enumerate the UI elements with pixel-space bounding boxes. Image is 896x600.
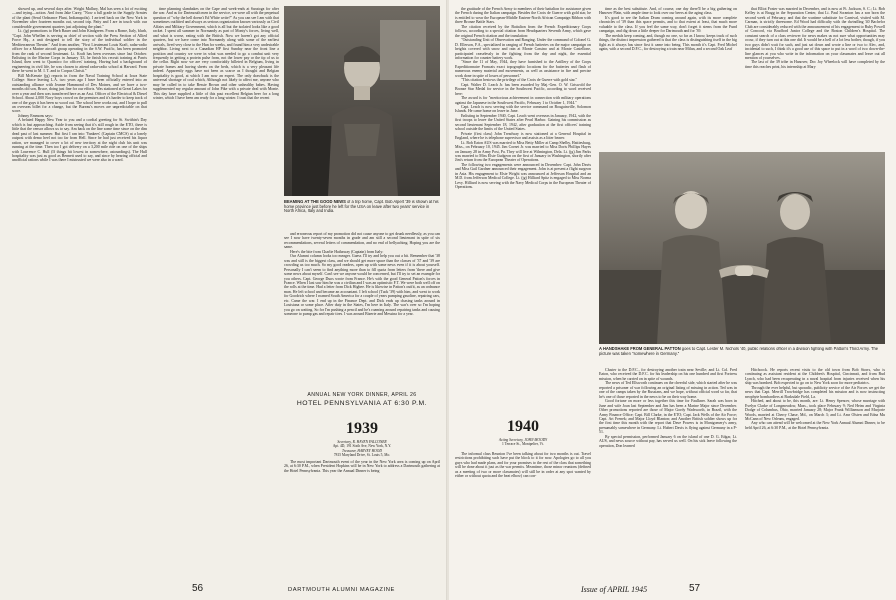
treasurer-address: 7815 Maryland Drive, St. Louis 5, Mo. xyxy=(333,452,391,457)
caption-lead: BEAMING AT THE GOOD NEWS xyxy=(284,200,346,204)
paragraph: The most important Dartmouth event of the year in the New York area is coming up on April 26, at 6:30 P.M., when President Hopkins will be in New York to address a Dartmouth gathering at the Hotel Pennsylvania. This year the Annual Dinner is being xyxy=(284,460,440,473)
secretary-line: Secretary, R. HAVEN FALCONER xyxy=(337,440,387,444)
right-page-number: 57 xyxy=(689,583,701,594)
acting-secretary-address: 1 Terrace St., Montpelier, Vt. xyxy=(502,442,544,447)
handshake-photo xyxy=(599,152,885,344)
paragraph: The citation received by the Battalion from the French Expeditionary Corps follows, according to a special citation from Headquarters Seventh Army, which gave the original French citation and the translation: xyxy=(455,24,591,38)
paragraph: "Since the 11 of May, 1944, they have furnished to the Artillery of the Corps Expeditionnaire Francais exact topographic locations for the batteries and flash of numerous enemy material and movements, as well as assistance in fire and precise work done in spite of losses of personnel." xyxy=(455,60,591,78)
acting-secretary-line: Acting Secretary, JOHN MOODY xyxy=(498,438,548,442)
secretary-address: Apt. 4D, 191 Sixth Ave, New York, N.Y. xyxy=(332,444,392,449)
paragraph: Through the ever helpful, but sporadic, publicity service of the Air Forces we get the news that Capt. Merrill Trowbridge has completed his mission and is now instructing neophyte bombardiers at Barksdale Field, La. xyxy=(745,385,885,399)
paragraph: The informal class Reunion I've been talking about for two months is out. Travel restrictions prohibiting such have put the block to it for now. Apologies go to all you guys who had made plans, and for your promises to the rest of the class that something will be done about it just as the war permits. Meantime, those minor reunions (defined as a meeting of two or more classmates) will still be in order at any spot wanted by either or without quota and the beat elbow) can con- xyxy=(455,452,591,479)
paragraph: Enlisting in September 1940, Capt. Leach went overseas in January, 1942, with the first troops to leave the United States after Pearl Harbor. Gaining his commission as second lieutenant September 18, 1942, after graduation at the first officers' training school outside the limits of the United States. xyxy=(455,113,591,132)
dinner-line-2: HOTEL PENNSYLVANIA AT 6:30 P.M. xyxy=(296,400,428,407)
paragraph: time planning slambakes on the Cape and week-ends at Saratoga for after the war. And as for Dartmouth men in the service, we were all with the perpetual question of "why the hell doesn't Ed White write?" As you can see I am with that sometimes outfitted and always as serious organization known variously as Civil Affairs and Military Government, which is all but the isolated looks like a good racket. I spent all summer in Normandy as part of Monty's forces, living well, and what is worse, eating with the British. Now we haven't got any official quarters, but we have come into Normandy along with some of the earliest arrivals, lived very close to the Hun for weeks, and found him a very undesirable neighbor. Living next to a Canadian HP first Sunday near the front line a position and country we were in what was needed to go a combat unit very frequently in getting a protein pulse from, not the lower pay or the tip of us to the cellar. Right now we are very comfortably billeted in Belgium, living in private homes and having sheets on the beds, which is a very pleasant life indeed. Apparently eggs have not been as scarce as I thought and Belgian hospitality is good, at which I am now an expert. The only drawback is the universal shortage of coal which, Although not likely to affect me, anyone who may be called in to take Bessie Brown and other unhealthy babes. Having supplemented my regular amount of John Pike with a private deal with Monte. This day have supplied a little of this past excellent Belgian beer for a long winter, which I have been am ready for a long winter. I trust that the recent xyxy=(153,7,279,101)
photo-patton-handshake xyxy=(599,152,885,344)
class-year-1939: 1939 xyxy=(346,420,378,437)
paragraph: By special permission, performed January 6 on the island of one D. G. Edgar, Lt. AUS, and news source without pay, has served us well. On his sick leave following the operation, Don learned xyxy=(599,434,737,448)
photo-caption-left xyxy=(284,200,440,228)
paragraph: It's good to see the Italian Drum coming around again, with its more complete chronicles of '39 than this space permits, and to that extent at least, that much more valuable to the class. If you feel the same way, don't forget it stems from the Fund campaign, and dig down a little deeper for Dartmouth and for '39. xyxy=(599,15,737,34)
paragraph: A belated Happy New Year to you and a cordial greeting for St. Swithin's Day which is fast approaching. Aside from seeing that it's still rough in the ETO, there is little that the censor allows us to say. Am back on the line some time since on the dim dead past of last summer. But first I ran into 'Yankees' (Captain CMCS) at a lonely outpost with demo heel not too far from Hell. Since he had just received his liquor ration, we managed to cover a lot of new territory at the night club his unit was running at the time. Then too I got delivery on a 3,200 mile ride on one of the ships with Lawrence C. Hull (If things hit lowest in somewhere, astoundings). The Hull hospitality was just as good as Bennett used to say, and since by hearing official and unofficial rations while I was there I mistrusted we were also in a ward. xyxy=(12,118,147,163)
paragraph: that Elliot Foster was married in December, and is now at Ft. Jackson, S. C.; Lt. Bob Kelley is at Bragg in the Separation Center, that Lt. Paul Scranton has a son born the second week of February, and that the wartime substitute for Carnival, visited with M. Carman, is strictly threesome. Ed Wood had difficulty with the dwindling '40 Bachelor Club are considerably reduced with the announcement of his engagement to Ruby Powell of Concord, via Bradford Junior College and the Boston Children's Hospital. The constant search of a class reviewer for news makes us not sure what opportunities may occur, if they turn out at this one did. It would be a hell of a lot less bother, though, if you two guys didn't wait for such, and just sat down and wrote a line or two to Alec, and, incidental to such, I think it's a good use of this space to put in a word of two down-the-line glances at you who write in the information on your classmates and leave out all mention of yourselves. xyxy=(745,7,885,60)
paragraph: Lt. (jg) promotions to Herb Bauer and John Kindgreen. From a Rome, Italy, blurb, "Capt. John Whellen is serving as chief of section with the Press Section of Allied Force Hq., a unit designed to tell the story of the individual soldier in the Mediterranean Theater." And from another, "First Lieutenant Louis Kraft, radar-radio officer for a Marine aircraft group operating in the S.W. Pacific, has been promoted from the rank of second lieutenant. Lt. Kraft has been overseas since last October. Enlisting in the Marine Corps in January '43, he finish his recruit training at Parris Island, then went to Quantico for officers' training. Having had a background of engineering in civil life, he was chosen to attend radar-radio school at Harvard. From there he went to M. I. T. and to Corpus Christi." xyxy=(12,29,147,74)
issue-date: Issue of APRIL 1945 xyxy=(581,585,648,594)
right-column-2 xyxy=(599,7,737,149)
class-officers-1940 xyxy=(455,438,591,447)
paragraph: Hitchcock. He reports recent visits to the old town from Bob Storrs, who is continuing as assistant resident at the Children's Hospital, Cincinnati, and from Bud Lynch, who had been recuperating in a naval hospital from injuries received when his ship was bombed. Bob expected to go on to New York soon for more pediatrics. xyxy=(745,368,885,386)
paragraph: Hitched, and about to be, this month, are: Lt. Henry Spencer, whose marriage with Evelyn Clarke of Longmeadow, Mass., took place February 9; Ned Heim and Virginia Dodge of Columbus, Ohio, married January 28; Major Frank Williamson and Marjorie Woods, married at Cherry Chase, Md., on March 3; and Lt. Amr Olsten and Edna Mu McCann of New Orleans, engaged. xyxy=(745,399,885,421)
dinner-line-1: ANNUAL NEW YORK DINNER, APRIL 26 xyxy=(307,392,417,398)
paragraph: Our Alumni column looks too meager. Guess I'll try and help you out a bit. Remember that '38 was and still is the biggest class, and we should get more space than the classes of '37 and '39 are crowding us too much. So my good readers, open up with some news even if it is about yourself. Personally I can't seem to find anything more than to fill quota from letters from 'there and give some news about myself. Can't see we anyone would be concerned, but I'll try to set an example for you others. Capt. George Duos wrote from France. He's with the good General Patton's forces in France. When I last saw him he was a civilian and I was an optimistic F.T. We were both well off on the rolls at the time. Had a letter from Dick Higbee. He is likewise in Patton's outfit, as an ordnance man. He left school and became an accountant. I left school (Tuck '39) with him, and went to work for Goodrich where I roamed South America for a couple of years pumping gasoline, repairing cars, etc. Came the war. I end up in the Finance Dept. and Dick ends up chasing tanks around in Louisiana or some place. After duty in the States, I'm here in Italy. The war's over so I'm hoping you go on waiting. So for I'm pushing a pencil and he's roaming around repairing tanks and causing someone to pump gas and repair tires. I was around Bizerte and Messina for a year. xyxy=(284,254,440,317)
paragraph: Any who can attend will be welcomed at the New York Annual Alumni Dinner, to be held April 26, at 6:30 P.M., at the Hotel Pennsylvania. xyxy=(745,421,885,430)
paragraph: Here's the bite from Charlie Hathaway (Captain) from Italy: xyxy=(290,249,384,254)
left-column-1 xyxy=(12,7,147,562)
paragraph: The last of the 39 tribe in Hanover, Doc Joy Wheelock will have completed by the time this reaches print, his internship at Mary xyxy=(745,60,885,69)
class-year-1940: 1940 xyxy=(507,418,539,435)
left-column-3 xyxy=(284,232,440,382)
paragraph: time as the best substitute. And, of course, one day there'll be a big gathering on Hanover Plain, with ample time to look over our beers at the aging class. xyxy=(599,7,737,16)
paragraph: Good fortune on more or less together this time for Faulkner. Sarah was born in June and wife Joan last September and Jim has been a Marine Major since December. Other promotions reported are those of Major Gordy Wadsworth, in Brazil, with the Army Finance Office; Capt. Bill Clarke, in the ETO; Capt. Jack Wells of the Air Force; Capt. Art Frenek; and Major Lloyd Blanton; and Another British soldier shows up for the first time this month with the report that Dave Powers is in Montgomery's army, presumably somewhere in Germany. Lt. Hubert Davis is flying against Germany in a P-51. xyxy=(599,399,737,435)
right-page xyxy=(449,0,896,600)
left-page-number: 56 xyxy=(192,583,204,594)
paragraph: The news of Ted Ellsworth continues on the cheerful side, which started after he was reported a prisoner of war following an original listing of missing in action. Ted was in one of the camps taken by the Russians, and we hope, without official word so far, that he's one of those reported in the news to be on their way home. xyxy=(599,381,737,399)
caption-text: goes to Capt. Lester M. Nichols '40, public relations officer in a division fighting with Patton's Third Army. The picture was taken "somewhere in Germany." xyxy=(599,347,879,356)
treasurer-line: Treasurer, HARVEY HOOD xyxy=(342,448,382,453)
paragraph: and erroneous report of my promotion did not cause anyone to get drunk needlessly, as you can see I now have twenty-seven months in grade and am still a second lieutenant in spite of six recommendations, several letters of commendation, and no end of bellyaching. Hoping you are the same. xyxy=(284,232,440,250)
paragraph: Capt. Leach is now serving with the service command on Bougainville, Solomon Islands. He came home on leave in June. xyxy=(455,104,591,114)
paragraph: the gratitude of the French Army to members of their battalion for assistance given the French during the Italian campaign. Besides the Croix de Guerre with gold star, he is entitled to wear the European-Middle Eastern-North African Campaign Ribbon with three Bronze Battle Stars. xyxy=(455,7,591,25)
paragraph: showed up, and several days after. Wright Mallary, Mal has seen a lot of exciting—and trying—action. And from Jake Carey, "Now a full grade in the Supply Armies of the plant (Seral Ordnance Plant, Indianapolis). I arrived back on the New York in November after fourteen months out, second trip. Patty and I are in touch with our considerable government quarters just adjoining the plant." xyxy=(12,7,147,29)
paragraph: Cluster to the D.F.C., for destroying another train near Seville; and Lt. Col. Fred Eaton, who received the D.F.C. for his leadership on his one hundred and first Fortress mission, when he carried on in spite of wounds. xyxy=(599,368,737,381)
paragraph: The award is for "meritorious achievement in connection with military operations against the Japanese in the Southwest Pacific, February 1 to October 1, 1944." xyxy=(455,96,591,105)
dinner-notice xyxy=(284,392,440,414)
caption-text: of a trip home, Capt. Bob Alpert '39 is shown at his home province just before he left for the USA on leave after two years' service in North Africa, Italy and India. xyxy=(284,200,439,214)
class-1940-column xyxy=(455,452,591,562)
paragraph: Capt. Walter D. Leach Jr. has been awarded by Maj.-Gen. O. W. Griswold the Bronze Star Medal for service in the Southwest Pacific, according to word received here: xyxy=(455,82,591,96)
soldier-photo xyxy=(284,6,440,196)
right-column-2b xyxy=(599,368,737,562)
paragraph: Private (first class) John Treadway is now stationed at a General Hospital in England, where he is telephone supervisor and assists as a litter bearer. xyxy=(455,131,591,141)
paragraph: Johnny Emmons says: xyxy=(18,113,53,118)
paragraph: Bill McKenzie (jg) reports in from the Naval Training School at Iowa State College: Since leaving L.A. two years ago I have been officially entered into an outstanding alliance with Jeanne Hammond of Des Moines, and we have a two-months old son, Bruce, doing just fine for our efforts. Was stationed at Great Lakes for over a year and then was transferred here as an Asst. Officer of the Electrical & Diesel School. About 2,000 Navy boys crowd on the premises and it's harder to keep track of one of the guys it has been so wood out. The school here works out, and I hope to pull an overseas billet for a change, but the Bureau's moves are unpredictable on that score. xyxy=(12,73,147,114)
left-column-2 xyxy=(153,7,279,562)
right-column-3b xyxy=(745,368,885,562)
class-1939-column xyxy=(284,460,440,560)
class-officers-1939 xyxy=(284,440,440,457)
right-column-3 xyxy=(745,7,885,149)
caption-lead: A HANDSHAKE FROM GENERAL PATTON xyxy=(599,347,681,351)
paragraph: Lt. Bob Eaton AUS was married to Miss Betty Miller at Camp Shelby, Hattiesburg, Miss., on February 10, 1945. Jim Cornet Jr. was married to Miss Doris Phillips Hayes on January 28 in Army Post, Pa. They will live at Wilmington, Dela. Lt. (jg) Jim Parks was married to Miss Elsie Gudgeon on the first of January in Washington, shortly after Jim's return from the European Theater of Operations. xyxy=(455,140,591,163)
photo-bob-alpert xyxy=(284,6,440,196)
left-page xyxy=(0,0,447,600)
photo-caption-right xyxy=(599,347,885,365)
magazine-title: DARTMOUTH ALUMNI MAGAZINE xyxy=(288,587,396,593)
paragraph: The following two engagements were announced in December: Capt. John Davis and Miss Gail Gardner announced their engagement. John is at present a flight surgeon in Asia. His engagement to Elsie Wright was announced at Jefferson Hospital and an M.D. from Jefferson Medical College. Lt. (jg) Hilliard Spitz is engaged to Miss Norma Levy. Hilliard is now serving with the Navy Medical Corps in the European Theater of Operations. xyxy=(455,162,591,190)
paragraph: The medals keep coming, and, though no one, so far as I know, keeps track of such things, the distinct impression gathered is that the class is distinguishing itself in the big fight as it always has since first it came into being. This month it's Capt. Fred Michel again, with a second D.F.C., for destroying a train near Milan, and a second Oak Leaf xyxy=(599,33,737,52)
paragraph: "This citation bestows the privilege of the Croix de Guerre with gold star." xyxy=(461,78,578,83)
paragraph: "Outstanding Unit of Observation and Ranging. Under the command of Colonel G. D. Ellerson, F.A., specialized in ranging of French batteries on the major campaign on heights covered with snow and rain at Monte Cassino and at Monte Castellone, participated ceaselessly in the fighting from the day and night, the essential information for counter battery work. xyxy=(455,38,591,60)
